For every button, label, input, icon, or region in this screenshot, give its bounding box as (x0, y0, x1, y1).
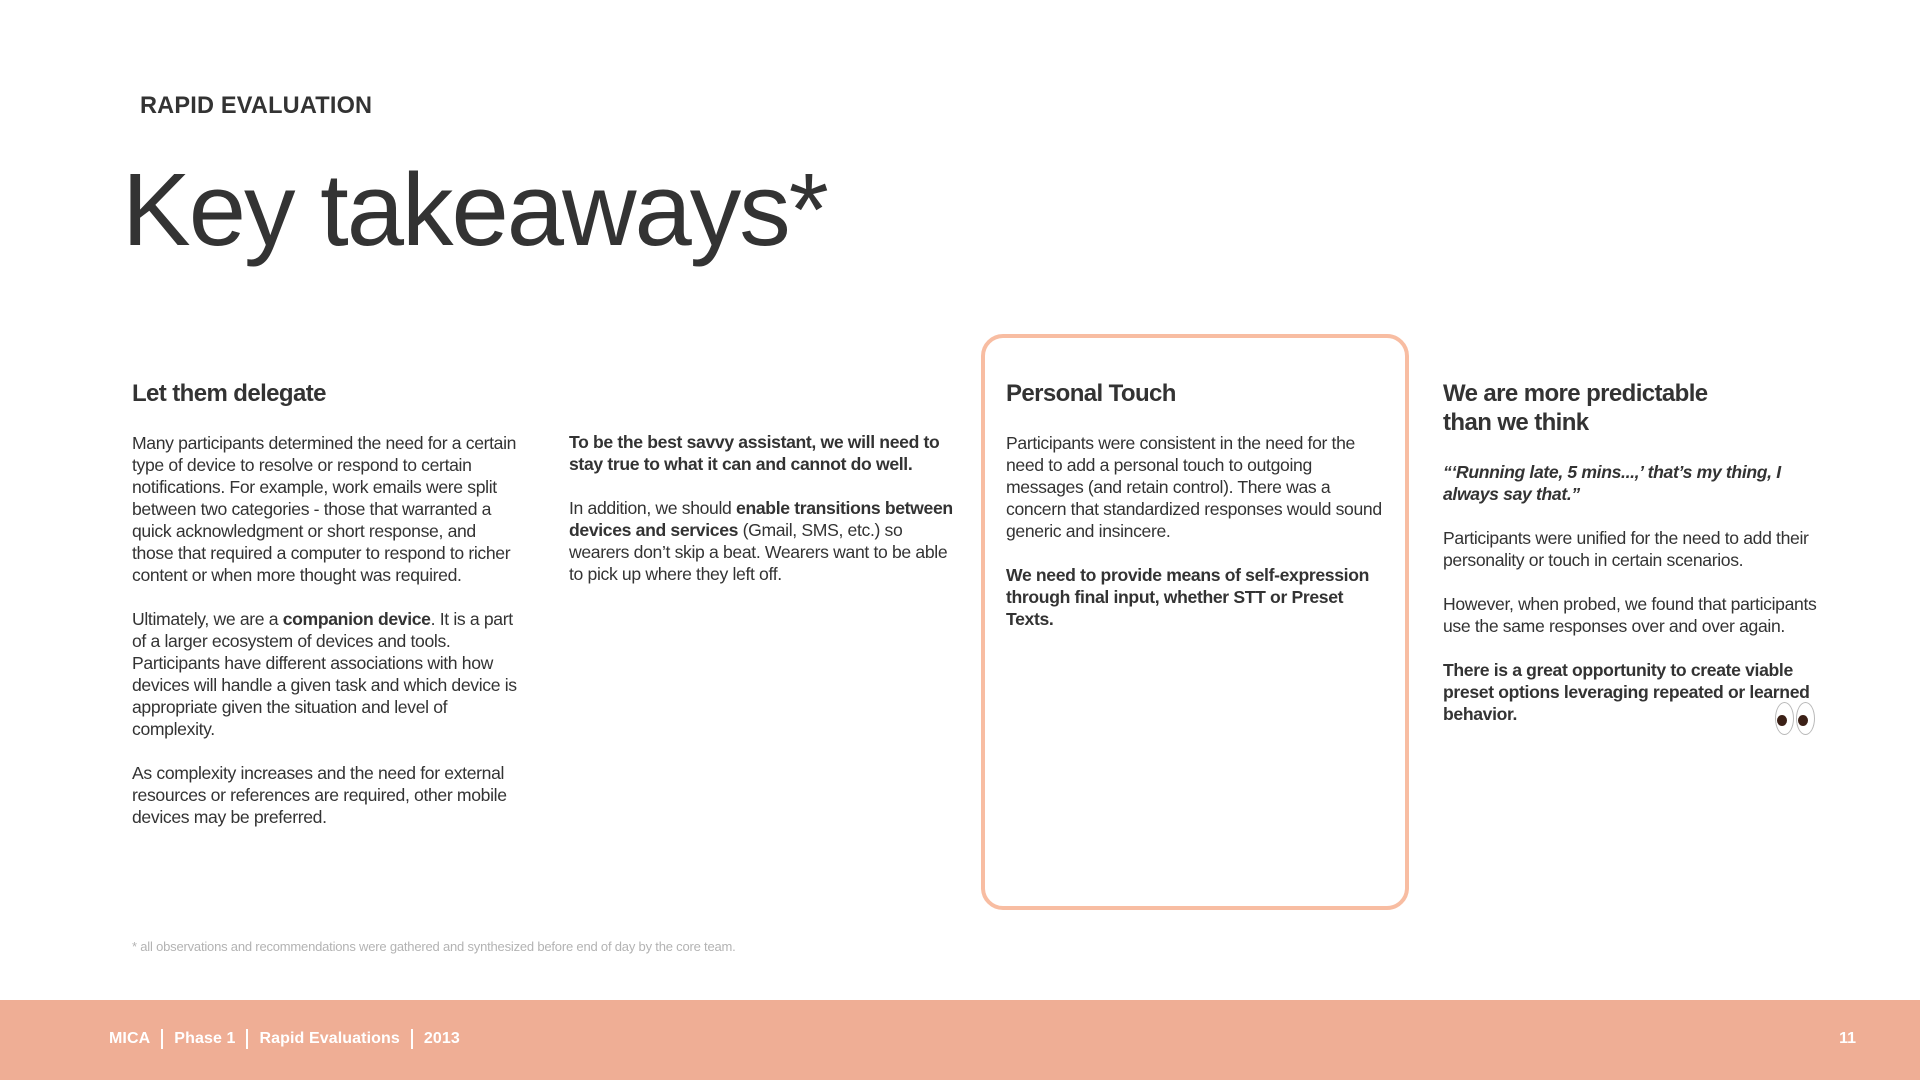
column-heading: We are more predictable than we think (1443, 380, 1708, 436)
footer-divider (246, 1029, 248, 1049)
column-paragraph-emphasis: We need to provide means of self-expression through final input, whether STT or Preset Texts. (1006, 565, 1369, 629)
footnote: * all observations and recommendations were gathered and synthesized before end of day by the core team. (132, 939, 736, 954)
column-paragraph: As complexity increases and the need for external resources or references are required, other mobile devices may be preferred. (132, 763, 507, 827)
column-paragraph: However, when probed, we found that participants use the same responses over and over again. (1443, 594, 1817, 636)
eye-right-icon (1796, 702, 1815, 735)
column-paragraph: Participants were unified for the need to add their personality or touch in certain scenarios. (1443, 528, 1809, 570)
page-number: 11 (1839, 1030, 1856, 1047)
column-paragraph (132, 608, 517, 740)
column-paragraph: Many participants determined the need for a certain type of device to resolve or respond to certain notifications. For example, work emails were split between two categories - those that warranted a quick acknowledgment or short response, and those that required a computer to respond to richer content or when more thought was required. (132, 433, 517, 585)
eye-left-icon (1775, 702, 1794, 735)
column-heading: Personal Touch (1006, 380, 1176, 407)
column-paragraph (569, 497, 954, 585)
paragraph-text: In addition, we should (569, 498, 737, 518)
footer-divider (411, 1029, 413, 1049)
paragraph-text: (Gmail, SMS, etc.) so wearers don’t skip a beat. Wearers want to be able to pick up where they left off. (569, 520, 948, 584)
footer-bar (0, 1000, 1920, 1080)
footer-crumb-project: MICA (109, 1030, 151, 1047)
footer-breadcrumb (109, 1028, 460, 1050)
paragraph-text: Ultimately, we are a (132, 609, 283, 629)
page-title: Key takeaways* (122, 152, 827, 267)
footer-divider (161, 1029, 163, 1049)
column-heading: Let them delegate (132, 380, 326, 407)
takeaway-column-personal-touch (1006, 379, 1391, 652)
paragraph-emphasis: companion device (282, 609, 431, 629)
paragraph-emphasis: enable transitions between devices and services (569, 498, 953, 540)
footer-crumb-phase: Phase 1 (174, 1030, 236, 1047)
takeaway-column-predictable (1443, 379, 1828, 747)
column-paragraph-emphasis: There is a great opportunity to create viable preset options leveraging repeated or learned behavior. (1443, 660, 1810, 724)
participant-quote: “‘Running late, 5 mins...,’ that’s my thing, I always say that.” (1443, 462, 1781, 504)
column-paragraph: Participants were consistent in the need for the need to add a personal touch to outgoing messages (and retain control). There was a concern that standardized responses would sound generic and insincere. (1006, 433, 1382, 541)
footer-crumb-year: 2013 (423, 1030, 460, 1047)
eyes-emoji-icon (1775, 702, 1819, 738)
paragraph-text: . It is a part of a larger ecosystem of devices and tools. Participants have different associations with how devices will handle a given task and which device is appropriate given the situation and level of complexity. (132, 609, 517, 739)
section-eyebrow: RAPID EVALUATION (140, 92, 373, 119)
takeaway-column-assistant (569, 431, 954, 607)
footer-crumb-section: Rapid Evaluations (259, 1030, 400, 1047)
column-paragraph-emphasis: To be the best savvy assistant, we will need to stay true to what it can and cannot do well. (569, 432, 940, 474)
takeaway-column-delegate (132, 379, 517, 850)
